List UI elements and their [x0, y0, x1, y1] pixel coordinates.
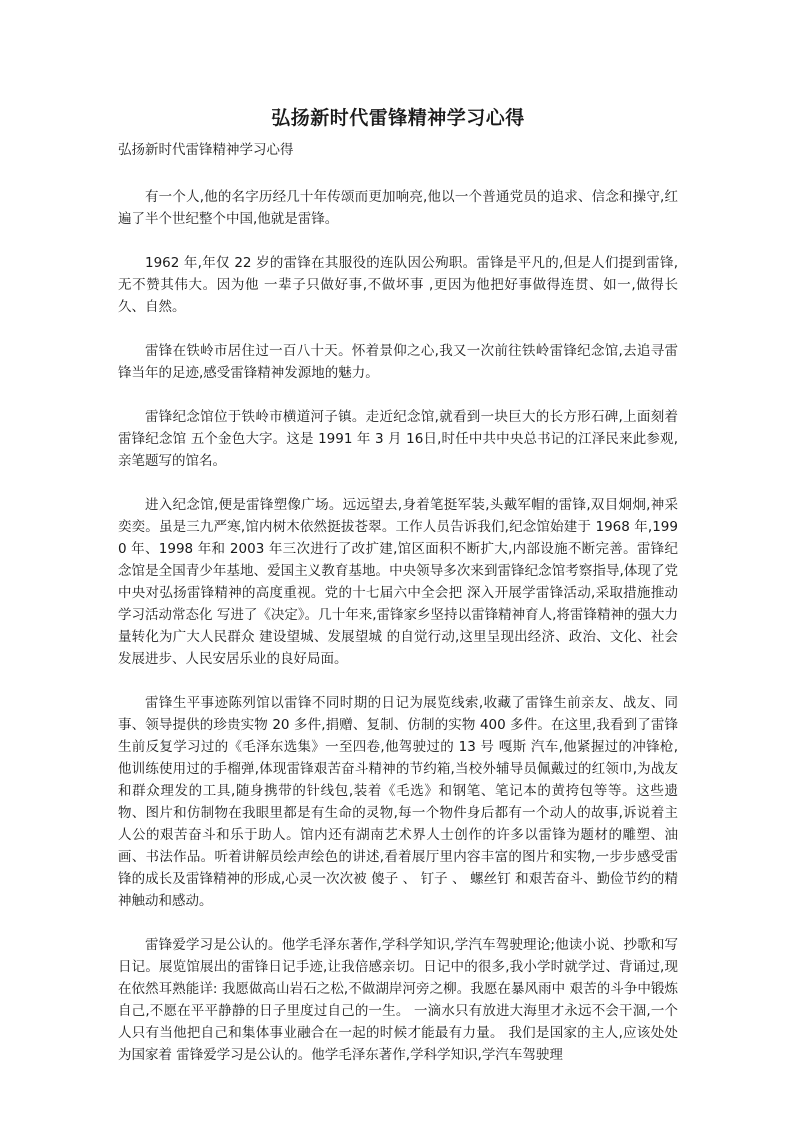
paragraph-5: 进入纪念馆,便是雷锋塑像广场。远远望去,身着笔挺军装,头戴军帽的雷锋,双目炯炯,神采奕奕。虽是三九严寒,馆内树木依然挺拔苍翠。工作人员告诉我们,纪念馆始建于 1968 年,1990 年、1998 年和 2003 年三次进行了改扩建,馆区面积不断扩大,内部设施不断完善。雷锋纪念馆是全国青少年基地、爱国主义教育基地。中央领导多次来到雷锋纪念馆考察指导,体现了党中央对弘扬雷锋精神的高度重视。党的十七届六中全会把 深入开展学雷锋活动,采取措施推动学习活动常态化 写进了《决定》。几十年来,雷锋家乡坚持以雷锋精神育人,将雷锋精神的强大力量转化为广大人民群众 建设望城、发展望城 的自觉行动,这里呈现出经济、政治、文化、社会发展进步、人民安居乐业的良好局面。: [118, 497, 678, 667]
paragraph-6: 雷锋生平事迹陈列馆以雷锋不同时期的日记为展览线索,收藏了雷锋生前亲友、战友、同事、领导提供的珍贵实物 20 多件,捐赠、复制、仿制的实物 400 多件。在这里,我看到了雷锋生前反复学习过的《毛泽东选集》一至四卷,他驾驶过的 13 号 嘎斯 汽车,他紧握过的冲锋枪,他训练使用过的手榴弹,体现雷锋艰苦奋斗精神的节约箱,当校外辅导员佩戴过的红领巾,为战友和群众理发的工具,随身携带的针线包,装着《毛选》和钢笔、笔记本的黄挎包等等。这些遗物、图片和仿制物在我眼里都是有生命的灵物,每一个物件身后都有一个动人的故事,诉说着主人公的艰苦奋斗和乐于助人。馆内还有湖南艺术界人士创作的许多以雷锋为题材的雕塑、油画、书法作品。听着讲解员绘声绘色的讲述,看着展厅里内容丰富的图片和实物,一步步感受雷锋的成长及雷锋精神的形成,心灵一次次被 傻子 、 钉子 、 螺丝钉 和艰苦奋斗、勤俭节约的精神触动和感动。: [118, 695, 678, 909]
document-subtitle: 弘扬新时代雷锋精神学习心得: [118, 142, 294, 158]
paragraph-7: 雷锋爱学习是公认的。他学毛泽东著作,学科学知识,学汽车驾驶理论;他读小说、抄歌和写日记。展览馆展出的雷锋日记手迹,让我倍感亲切。日记中的很多,我小学时就学过、背诵过,现在依然耳熟能详: 我愿做高山岩石之松,不做湖岸河旁之柳。我愿在暴风雨中 艰苦的斗争中锻炼自己,不愿在平平静静的日子里度过自己的一生。 一滴水只有放进大海里才永远不会干涸,一个人只有当他把自己和集体事业融合在一起的时候才能最有力量。 我们是国家的主人,应该处处为国家着 雷锋爱学习是公认的。他学毛泽东著作,学科学知识,学汽车驾驶理: [118, 937, 678, 1063]
paragraph-2: 1962 年,年仅 22 岁的雷锋在其服役的连队因公殉职。雷锋是平凡的,但是人们提到雷锋,无不赞其伟大。因为他 一辈子只做好事,不做坏事 ,更因为他把好事做得连贯、如一,做得长久、自然。: [118, 255, 678, 315]
paragraph-4: 雷锋纪念馆位于铁岭市横道河子镇。走近纪念馆,就看到一块巨大的长方形石碑,上面刻着 雷锋纪念馆 五个金色大字。这是 1991 年 3 月 16日,时任中共中央总书记的江泽民来此参观,亲笔题写的馆名。: [118, 409, 678, 469]
document-title: 弘扬新时代雷锋精神学习心得: [271, 107, 525, 129]
paragraph-1: 有一个人,他的名字历经几十年传颂而更加响亮,他以一个普通党员的追求、信念和操守,红遍了半个世纪整个中国,他就是雷锋。: [118, 189, 678, 227]
paragraph-3: 雷锋在铁岭市居住过一百八十天。怀着景仰之心,我又一次前往铁岭雷锋纪念馆,去追寻雷锋当年的足迹,感受雷锋精神发源地的魅力。: [118, 343, 678, 381]
